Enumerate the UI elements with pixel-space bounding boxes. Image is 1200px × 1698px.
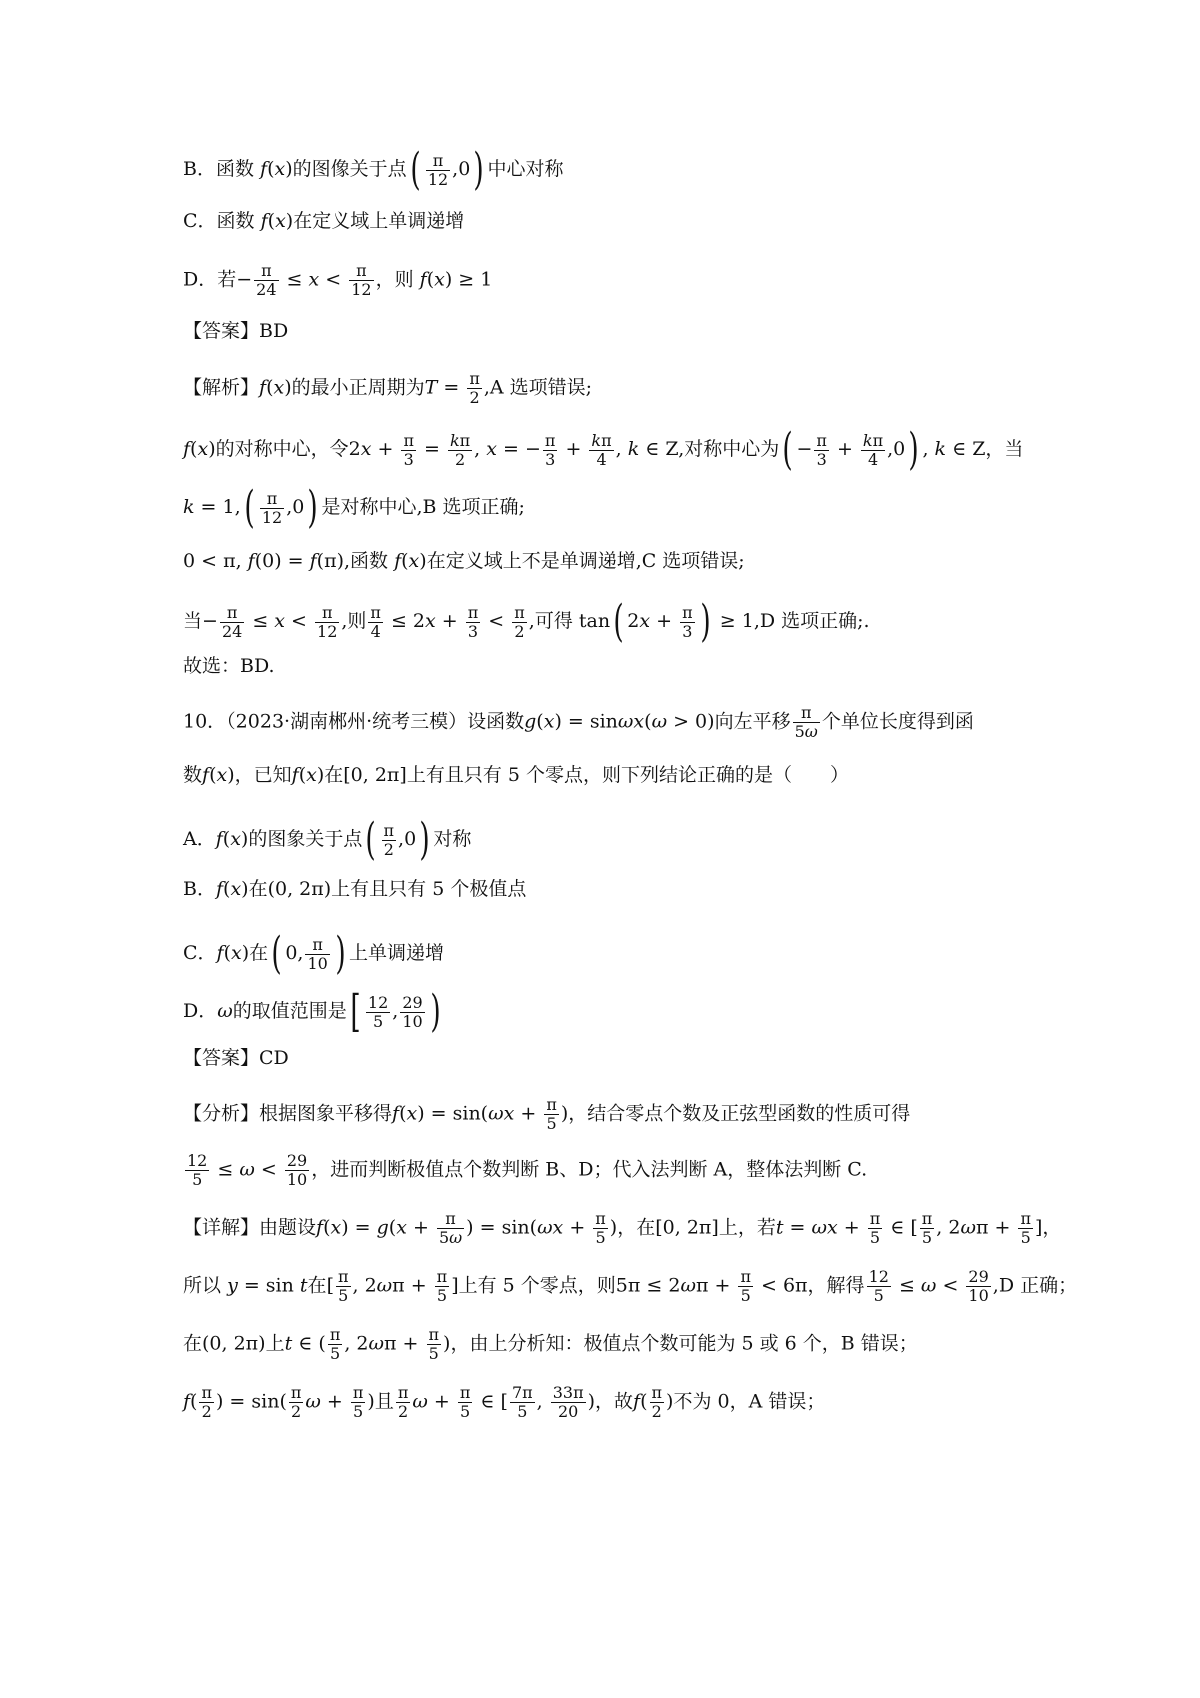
q9-analysis-line-3: k = 1,( $\frac{\pi}{12}$ ,0) 是对称中心,B 选项正确;: [183, 482, 525, 533]
q10-option-a: A．f(x)的图象关于点( $\frac{\pi}{2}$ ,0) 对称: [183, 814, 472, 865]
q9-analysis-line-5: 当− $\frac{\pi}{24}$ ≤ x < $\frac{\pi}{12}$ ,则 $\frac{\pi}{4}$ ≤ 2x + $\frac{\pi}{3}$ < $\frac{\pi}{2}$ ,可得 tan( 2x + $\frac{\pi}{3}$ ) ≥ 1,D 选项正确;.: [183, 596, 870, 647]
q9-analysis-line-1: 【解析】f(x)的最小正周期为T = $\frac{\pi}{2}$ ,A 选项错误;: [183, 369, 593, 407]
q10-detail-line-1: 【详解】由题设f(x) = g(x + $\frac{\pi}{5\omega}$ ) = sin(ωx + $\frac{\pi}{5}$ )，在[0, 2π]上，若t = ωx + $\frac{\pi}{5}$ ∈ [ $\frac{\pi}{5}$ , 2ωπ + $\frac{\pi}{5}$ ]，: [183, 1209, 1062, 1247]
q9-analysis-line-2: f(x)的对称中心，令2x + $\frac{\pi}{3}$ = $\frac{k\pi}{2}$ , x = − $\frac{\pi}{3}$ + $\frac{k\pi}{4}$ , k ∈ Z,对称中心为( − $\frac{\pi}{3}$ + $\frac{k\pi}{4}$ ,0) , k ∈ Z，当: [183, 424, 1024, 475]
q10-option-b: B．f(x)在(0, 2π)上有且只有 5 个极值点: [183, 878, 527, 900]
q10-answer: 【答案】CD: [183, 1047, 289, 1069]
q9-option-d: D．若− $\frac{\pi}{24}$ ≤ x < $\frac{\pi}{12}$ ，则 f(x) ≥ 1: [183, 261, 493, 299]
q9-option-b: B．函数 f(x)的图像关于点( $\frac{\pi}{12}$ ,0) 中心对称: [183, 144, 564, 195]
q10-stem-line-2: 数f(x)，已知f(x)在[0, 2π]上有且只有 5 个零点，则下列结论正确的是（ ）: [183, 764, 850, 786]
q9-answer: 【答案】BD: [183, 320, 289, 342]
q9-choose: 故选：BD.: [183, 655, 275, 677]
q9-option-c: C．函数 f(x)在定义域上单调递增: [183, 210, 465, 232]
q10-detail-line-4: f( $\frac{\pi}{2}$ ) = sin( $\frac{\pi}{2}$ ω + $\frac{\pi}{5}$ )且 $\frac{\pi}{2}$ ω + $\frac{\pi}{5}$ ∈ [ $\frac{7\pi}{5}$ , $\frac{33\pi}{20}$ )，故f( $\frac{\pi}{2}$ )不为 0，A 错误；: [183, 1383, 826, 1421]
option-label: B．函数: [183, 158, 254, 180]
q10-option-c: C．f(x)在( 0, $\frac{\pi}{10}$ ) 上单调递增: [183, 928, 445, 979]
q10-analysis-line-2: $\frac{12}{5}$ ≤ ω < $\frac{29}{10}$ ，进而判断极值点个数判断 B、D；代入法判断 A，整体法判断 C.: [187, 1151, 868, 1189]
q10-detail-line-2: 所以 y = sin t在[ $\frac{\pi}{5}$ , 2ωπ + $\frac{\pi}{5}$ ]上有 5 个零点，则5π ≤ 2ωπ + $\frac{\pi}{5}$ < 6π，解得 $\frac{12}{5}$ ≤ ω < $\frac{29}{10}$ ,D 正确；: [183, 1267, 1078, 1305]
q9-analysis-line-4: 0 < π, f(0) = f(π),函数 f(x)在定义域上不是单调递增,C 选项错误;: [183, 550, 745, 572]
q10-analysis-line-1: 【分析】根据图象平移得f(x) = sin(ωx + $\frac{\pi}{5}$ )，结合零点个数及正弦型函数的性质可得: [183, 1095, 911, 1133]
q10-stem-line-1: 10．（2023·湖南郴州·统考三模）设函数g(x) = sinωx(ω > 0)向左平移 $\frac{\pi}{5\omega}$ 个单位长度得到函: [183, 703, 974, 741]
q10-detail-line-3: 在(0, 2π)上t ∈ ( $\frac{\pi}{5}$ , 2ωπ + $\frac{\pi}{5}$ )，由上分析知：极值点个数可能为 5 或 6 个，B 错误；: [183, 1325, 918, 1363]
q10-option-d: D．ω的取值范围是[ $\frac{12}{5}$ , $\frac{29}{10}$ ): [183, 986, 441, 1037]
